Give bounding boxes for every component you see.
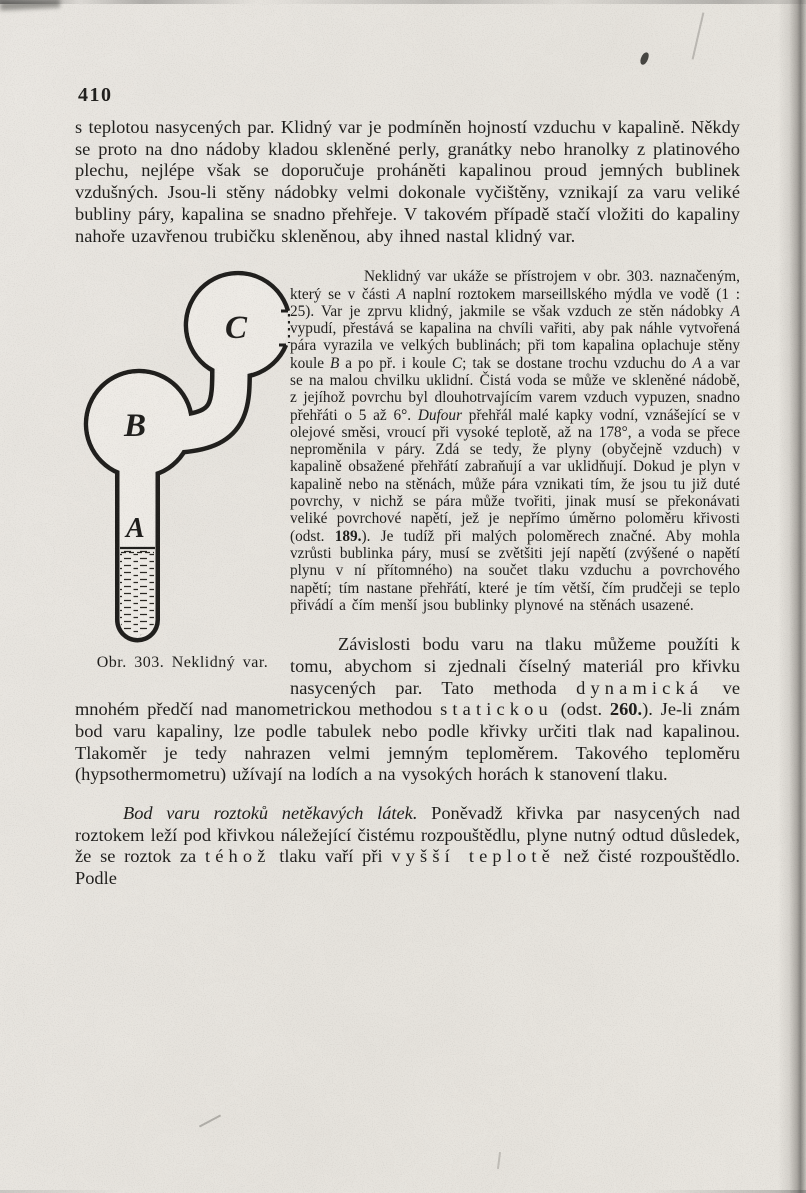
ink-speck: [639, 51, 650, 66]
scan-top-edge-shadow: [0, 0, 806, 4]
text-segment: B: [329, 354, 340, 372]
text-segment: a po př. i koule: [339, 354, 452, 372]
text-segment: a var se na malou chvilku uklidní. Čistá voda se může ve skleněné nádobě, z jejíhož povrchu byl dlouhotrvajícím varem vzduch vypuzen, snadno přehřáti o 5 až 6°.: [290, 354, 740, 424]
label-bulb-c: C: [225, 310, 248, 347]
figure-caption: Obr. 303. Neklidný var.: [96, 654, 269, 672]
text-segment: Neklidný var ukáže se přístrojem v obr. 303. naznačeným, který se v části: [290, 268, 740, 303]
text-segment: přehřál malé kapky vodní, vznášející se v olejové směsi, vroucí při vysoké teplotě, až na 178°, a voda se přece neproměnila v páry. Zdá se tedy, že plyny (obyčejně vzduch) v kapalině obsažené přehřátí zabraňují a var uklidňují. Dokud je plyn v kapalině nebo na stěnách, může pára vznikati tím, že jsou tu již duté povrchy, v nichž se pára může tvořiti, jinak musí se překonávati veliké povrchové napětí, jež je nepřímo úměrno poloměru křivosti (odst.: [290, 406, 740, 545]
text-segment: Poněvadž křivka par nasycených nad roztokem leží pod křivkou náležející čistému rozpouštědlu, plyne nutný odtud důsledek, že se roztok za: [75, 803, 740, 867]
text-segment: ). Je tudíž při malých poloměrech značné. Aby mohla vzrůsti bublinka páry, musí se zvětšiti její napětí (zvýšené o napětí plynu v ní přítomného) na součet tlaku vzduchu a povrchového napětí; tím nastane přehřátí, které je tím větší, čím prudčeji se teplo přivádí a čím menší jsou bublinky plynové na stěnách usazené.: [290, 527, 741, 614]
text-segment: C: [451, 354, 463, 372]
text-segment: naplní roztokem marseillského mýdla ve vodě (1 : 25). Var je zprvu klidný, jakmile se však vzduch ze stěn nádobky: [290, 285, 740, 320]
figure-obr-303: [75, 269, 290, 671]
text-segment: ). Je-li znám bod varu kapaliny, lze podle tabulek nebo podle křivky určiti tlak nad kapalinou. Tlakoměr je tedy nahrazen velmi jemným teploměrem. Takového teploměru (hypsothermometru) užívají na lodích a na vysokých horách k stanovení tlaku.: [75, 699, 740, 785]
page-number: 410: [78, 84, 113, 106]
text-segment: než čisté rozpouštědlo. Podle: [75, 846, 741, 889]
text-segment: statickou: [440, 699, 553, 720]
scan-scratch: [692, 12, 705, 59]
text-segment: Závislosti bodu varu na tlaku můžeme použíti k tomu, abychom si zjednali číselný materiál pro křivku nasycených par. Tato methoda: [290, 634, 740, 698]
text-segment: A: [692, 354, 702, 372]
text-segment: (odst.: [552, 699, 610, 720]
scan-corner-smudge: [0, 0, 60, 11]
boiling-apparatus-illustration: [75, 269, 290, 647]
paragraph-boiling-point-solutions: [75, 803, 740, 890]
text-segment: vyšší teplotě: [391, 846, 555, 867]
text-segment: ; tak se dostane trochu vzduchu do: [462, 354, 693, 372]
page-content: [75, 117, 740, 890]
paragraph-intro: [75, 117, 740, 247]
text-segment: A: [730, 302, 740, 320]
text-segment: A: [396, 285, 407, 303]
liquid-in-tube-a: [120, 547, 155, 636]
label-tube-a: A: [126, 513, 145, 545]
text-segment: vypudí, přestává se kapalina na chvíli vařiti, aby pak náhle vytvořená pára vyrazila ve velkých bublinách; při tom kapalina oplachuje stěny koule: [290, 320, 740, 372]
text-segment: s teplotou nasycených par. Klidný var je podmíněn hojností vzduchu v kapalině. Někdy se proto na dno nádoby kladou skleněné perly, granátky nebo hranolky z platinového plechu, nejlépe však se doporučuje proháněti kapalinou proud jemných bublinek vzdušných. Jsou-li stěny nádobky velmi dokonale vyčištěny, vznikají za varu veliké bubliny páry, kapalina se snadno přehřeje. V takovém případě stačí vložiti do kapaliny nahoře uzavřenou trubičku skleněnou, aby ihned nastal klidný var.: [75, 117, 740, 246]
text-segment: téhož: [204, 846, 271, 867]
label-bulb-b: B: [124, 408, 147, 445]
text-segment: dynamická: [576, 677, 704, 698]
scan-right-edge-shadow: [778, 0, 806, 1193]
text-segment: 189.: [334, 527, 362, 545]
text-segment: tlaku vaří při: [270, 846, 392, 867]
scan-scratch: [497, 1152, 501, 1169]
text-segment: 260.: [609, 699, 643, 720]
text-segment: Bod varu roztoků netěkavých látek.: [123, 803, 418, 824]
text-segment: ve mnohém předčí nad manometrickou methodou: [75, 677, 740, 720]
text-segment: Dufour: [417, 406, 463, 424]
scan-scratch: [199, 1114, 221, 1127]
